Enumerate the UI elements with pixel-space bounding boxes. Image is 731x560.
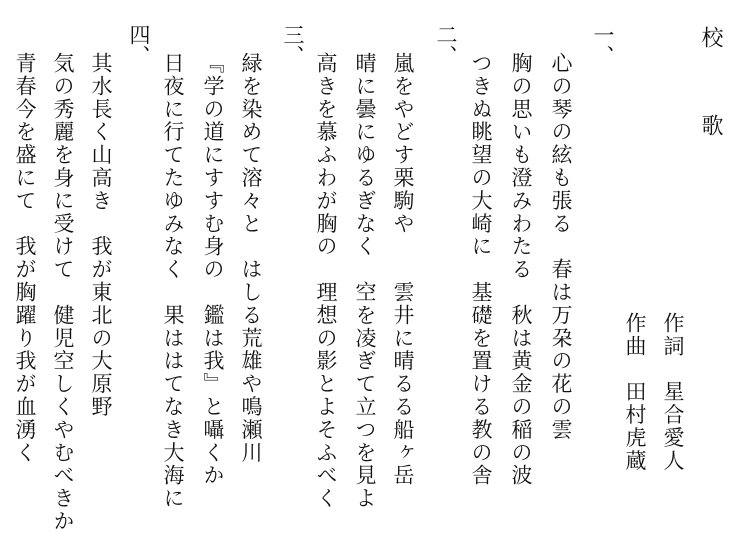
composer-credit: 作曲 田村虎蔵 bbox=[623, 312, 647, 473]
verse-4-line-1: 其水長く山高き 我が東北の大原野 bbox=[89, 52, 113, 419]
verse-1-line-3: つきぬ眺望の大崎に 基礎を置ける教の舎 bbox=[469, 52, 493, 488]
verse-2-line-3: 高きを慕ふわが胸の 理想の影とよそふべく bbox=[314, 52, 338, 510]
verse-1-number: 一、 bbox=[591, 24, 615, 66]
verse-2-line-1: 嵐をやどす栗駒や 雲井に晴るる船ヶ岳 bbox=[391, 52, 415, 488]
verse-3-line-1: 緑を染めて溶々と はしる荒雄や鳴瀬川 bbox=[239, 52, 263, 465]
verse-4-line-3: 青春今を盛にて 我が胸躍り我が血湧く bbox=[13, 52, 37, 465]
verse-3-line-2: 『学の道にすすむ身の 鑑は我』と囁くか bbox=[201, 52, 225, 488]
verse-2-line-2: 晴に曇にゆるぎなく 空を凌ぎて立つを見よ bbox=[353, 52, 377, 510]
song-title: 校 歌 bbox=[698, 26, 723, 136]
verse-4-number: 四、 bbox=[127, 24, 151, 66]
verse-2-number: 二、 bbox=[434, 24, 458, 66]
verse-4-line-2: 気の秀麗を身に受けて 健児空しくやむべきか bbox=[51, 52, 75, 533]
verse-1-line-2: 胸の思いも澄みわたる 秋は黄金の稲の波 bbox=[509, 52, 533, 488]
lyricist-credit: 作詞 星合愛人 bbox=[661, 312, 685, 473]
verse-3-number: 三、 bbox=[281, 24, 305, 66]
verse-3-line-3: 日夜に行てたゆみなく 果ははてなき大海に bbox=[161, 52, 185, 510]
verse-1-line-1: 心の琴の絃も張る 春は万朶の花の雲 bbox=[549, 52, 573, 442]
